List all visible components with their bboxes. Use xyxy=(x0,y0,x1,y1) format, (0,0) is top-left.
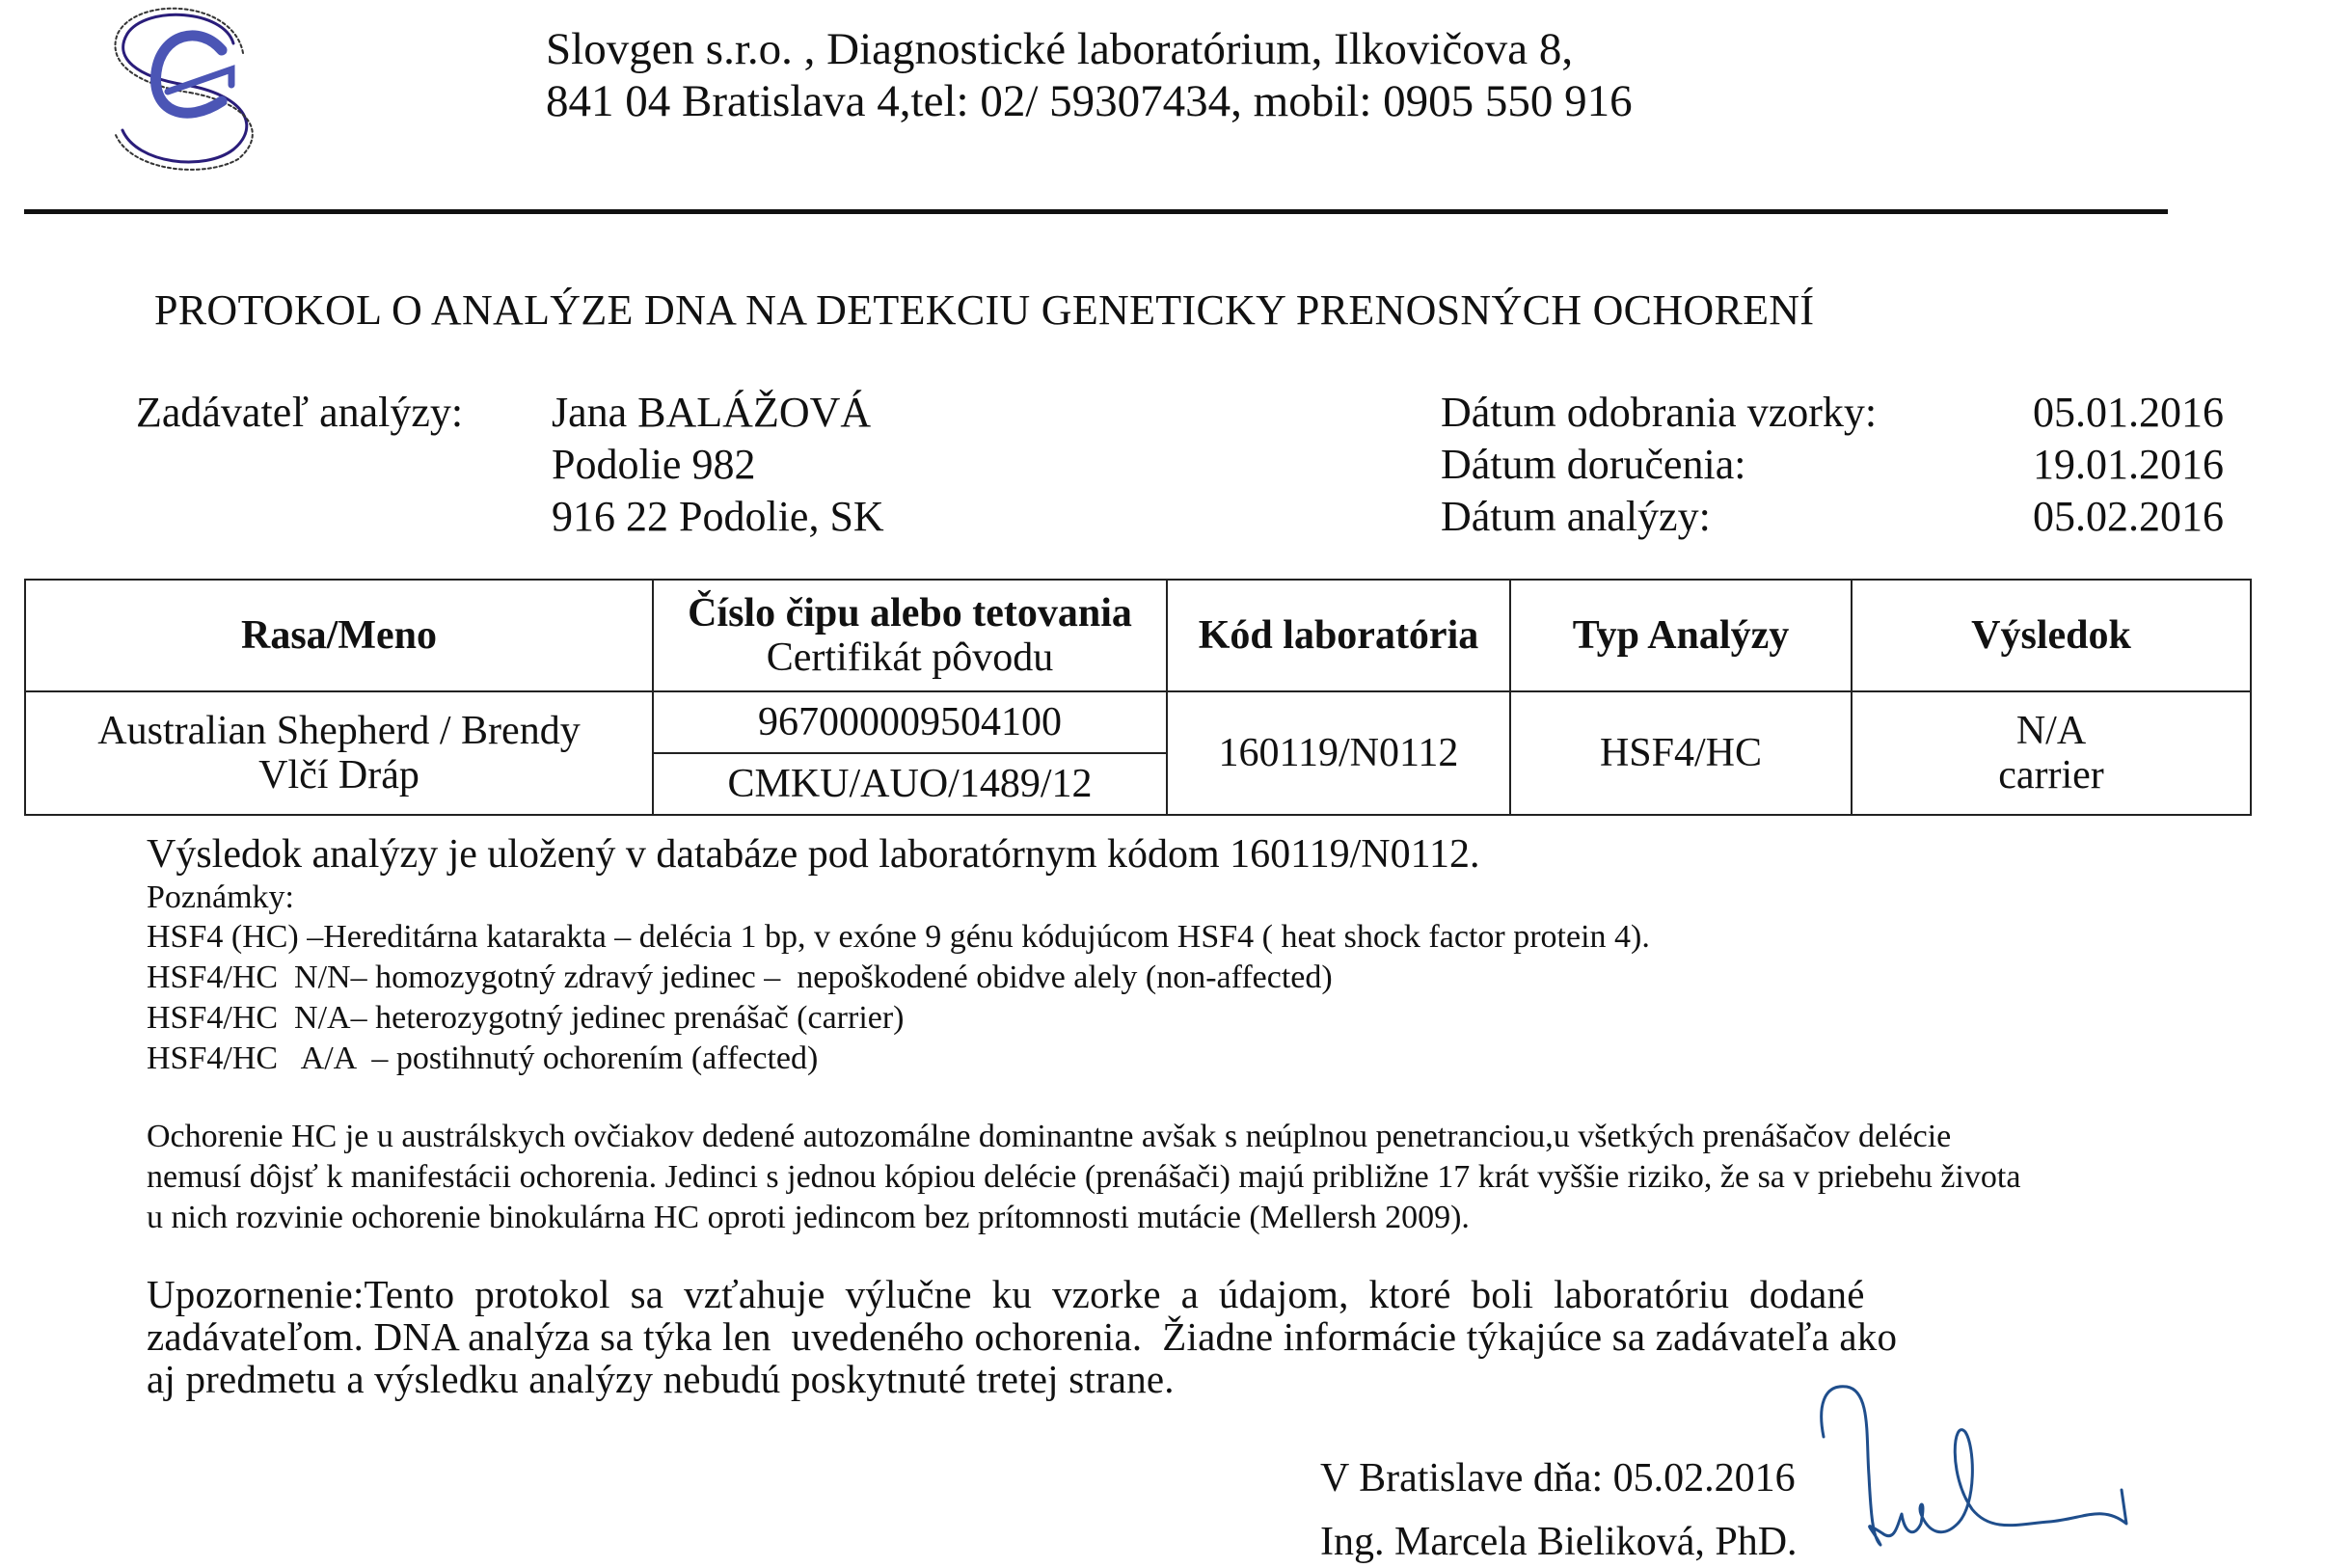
cell-analysis-type: HSF4/HC xyxy=(1510,691,1852,815)
cell-breed-name xyxy=(25,691,653,815)
date-analysis-label: Dátum analýzy: xyxy=(1441,493,1711,540)
slovgen-logo xyxy=(108,0,267,172)
notes-heading: Poznámky: xyxy=(147,879,294,915)
date-delivery-value: 19.01.2016 xyxy=(2033,441,2224,488)
table-header-row xyxy=(25,580,2251,691)
note-line: HSF4/HC N/N– homozygotný zdravý jedinec – nepoškodené obidve alely (non-affected) xyxy=(147,960,1333,995)
signatory-name: Ing. Marcela Bieliková, PhD. xyxy=(1320,1520,1798,1564)
note-line: HSF4/HC A/A – postihnutý ochorením (affected) xyxy=(147,1041,819,1076)
date-sampling-value: 05.01.2016 xyxy=(2033,389,2224,436)
table-row xyxy=(25,691,2251,753)
disease-paragraph-line: u nich rozvinie ochorenie binokulárna HC oproti jedincom bez prítomnosti mutácie (Mellersh 2009). xyxy=(147,1200,1470,1235)
results-table xyxy=(24,579,2252,816)
header-chip-line1: Číslo čipu alebo tetovania xyxy=(688,590,1132,635)
header-divider xyxy=(24,209,2168,214)
disease-paragraph-line: nemusí dôjsť k manifestácii ochorenia. Jedinci s jednou kópiou delécie (prenášači) majú približne 17 krát vyššie riziko, že sa v priebehu života xyxy=(147,1159,2021,1195)
date-sampling-label: Dátum odobrania vzorky: xyxy=(1441,389,1878,436)
lab-address-line1: Slovgen s.r.o. , Diagnostické laboratórium, Ilkovičova 8, xyxy=(546,24,1574,74)
document-title: PROTOKOL O ANALÝZE DNA NA DETEKCIU GENETICKY PRENOSNÝCH OCHORENÍ xyxy=(154,286,1815,334)
requester-name: Jana BALÁŽOVÁ xyxy=(552,389,872,436)
requester-label: Zadávateľ analýzy: xyxy=(136,389,464,436)
lab-address-line2: 841 04 Bratislava 4,tel: 02/ 59307434, mobil: 0905 550 916 xyxy=(546,76,1633,126)
warning-line: aj predmetu a výsledku analýzy nebudú poskytnuté tretej strane. xyxy=(147,1357,1175,1401)
breed-name-line1: Australian Shepherd / Brendy xyxy=(97,708,581,753)
warning-line: Upozornenie:Tento protokol sa vzťahuje výlučne ku vzorke a údajom, ktoré boli laboratóriu dodané xyxy=(147,1272,1865,1316)
result-status: carrier xyxy=(1998,753,2104,798)
cell-chip: 967000009504100 xyxy=(653,691,1167,753)
breed-name-line2: Vlčí Dráp xyxy=(258,753,419,798)
cell-lab-code: 160119/N0112 xyxy=(1167,691,1510,815)
requester-city: 916 22 Podolie, SK xyxy=(552,493,884,540)
header-chip-line2: Certifikát pôvodu xyxy=(766,635,1054,680)
date-analysis-value: 05.02.2016 xyxy=(2033,493,2224,540)
date-delivery-label: Dátum doručenia: xyxy=(1441,441,1746,488)
place-date: V Bratislave dňa: 05.02.2016 xyxy=(1320,1456,1796,1500)
note-line: HSF4 (HC) –Hereditárna katarakta – delécia 1 bp, v exóne 9 génu kódujúcom HSF4 ( heat shock factor protein 4). xyxy=(147,919,1650,955)
header-chip xyxy=(653,580,1167,691)
cell-result xyxy=(1852,691,2251,815)
requester-street: Podolie 982 xyxy=(552,441,756,488)
header-breed-name: Rasa/Meno xyxy=(25,580,653,691)
header-lab-code: Kód laboratória xyxy=(1167,580,1510,691)
result-genotype: N/A xyxy=(2015,708,2087,753)
note-line: HSF4/HC N/A– heterozygotný jedinec prenášač (carrier) xyxy=(147,1000,905,1036)
header-analysis-type: Typ Analýzy xyxy=(1510,580,1852,691)
handwritten-signature xyxy=(1813,1379,2237,1553)
disease-paragraph-line: Ochorenie HC je u austrálskych ovčiakov dedené autozomálne dominantne avšak s neúplnou penetranciou,u všetkých prenášačov delécie xyxy=(147,1119,1952,1154)
stored-note: Výsledok analýzy je uložený v databáze pod laboratórnym kódom 160119/N0112. xyxy=(147,832,1480,877)
warning-line: zadávateľom. DNA analýza sa týka len uvedeného ochorenia. Žiadne informácie týkajúce sa zadávateľa ako xyxy=(147,1314,1898,1359)
header-result: Výsledok xyxy=(1852,580,2251,691)
cell-certificate: CMKU/AUO/1489/12 xyxy=(653,753,1167,815)
